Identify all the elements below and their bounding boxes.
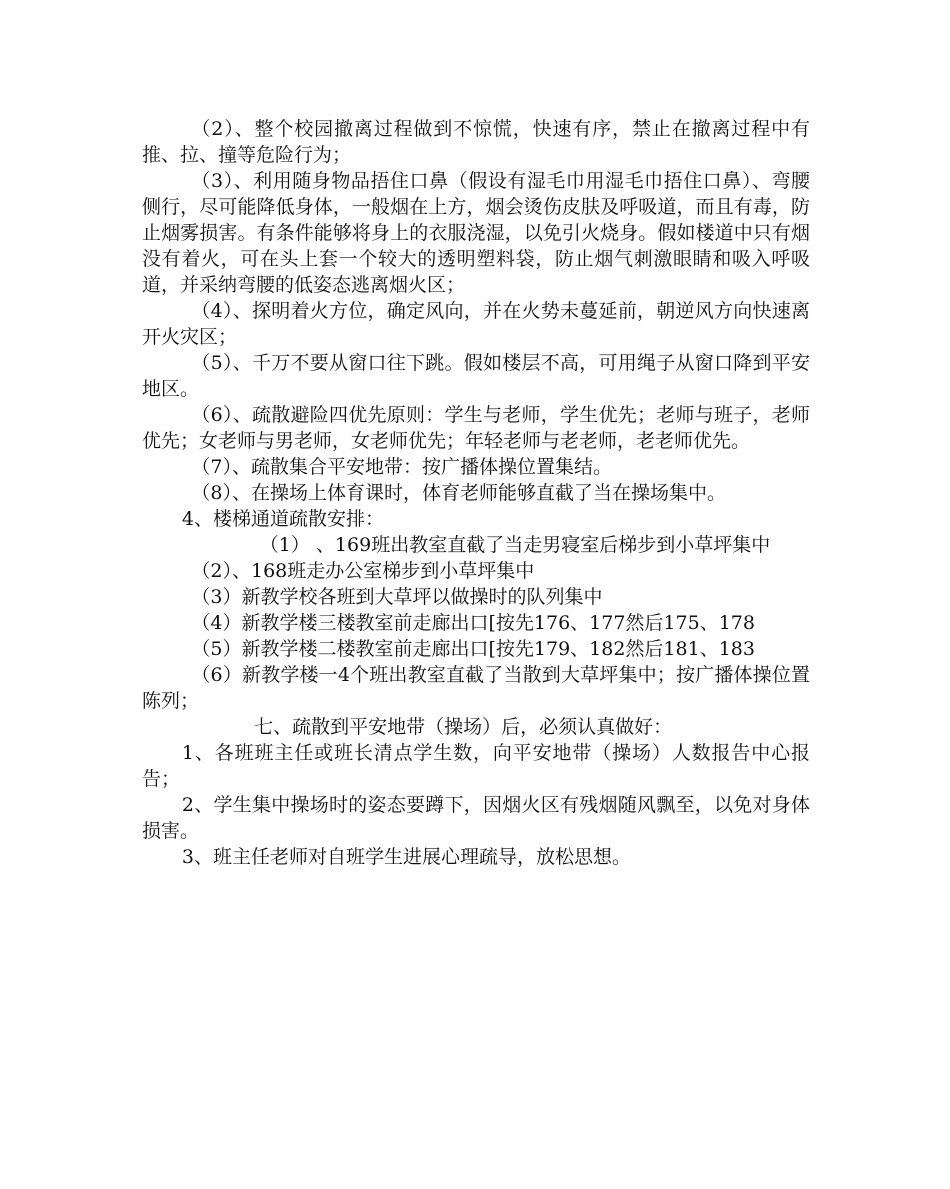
paragraph-3: （3）、利用随身物品捂住口鼻（假设有湿毛巾用湿毛巾捂住口鼻）、弯腰侧行，尽可能降低身体，一般烟在上方，烟会烫伤皮肤及呼吸道，而且有毒，防止烟雾损害。有条件能够将身上的衣服浇湿，以免引火烧身。假如楼道中只有烟没有着火，可在头上套一个较大的透明塑料袋，防止烟气刺激眼睛和吸入呼吸道，并采纳弯腰的低姿态逃离烟火区；: [142, 170, 810, 296]
stairway-item-6: （6）新教学楼一4个班出教室直截了当散到大草坪集中；按广播体操位置陈列；: [142, 664, 810, 712]
stairway-item-5: （5）新教学楼二楼教室前走廊出口[按先179、182然后181、183: [191, 638, 755, 660]
paragraph-5: （5）、千万不要从窗口往下跳。假如楼层不高，可用绳子从窗口降到平安地区。: [142, 352, 810, 400]
after-evacuation-item-3: 3、班主任老师对自班学生进展心理疏导，放松思想。: [181, 846, 631, 868]
paragraph-7: （7）、疏散集合平安地带：按广播体操位置集结。: [191, 456, 612, 478]
stairway-item-2: （2）、168班走办公室梯步到小草坪集中: [191, 560, 535, 582]
stairway-item-4: （4）新教学楼三楼教室前走廊出口[按先176、177然后175、178: [191, 612, 755, 634]
stairway-heading: 4、楼梯通道疏散安排：: [181, 508, 384, 530]
document-body: [142, 116, 810, 870]
stairway-item-3: （3）新教学校各班到大草坪以做操时的队列集中: [191, 586, 603, 608]
paragraph-4: （4）、探明着火方位，确定风向，并在火势未蔓延前，朝逆风方向快速离开火灾区；: [142, 300, 810, 348]
paragraph-6: （6）、疏散避险四优先原则：学生与老师，学生优先；老师与班子，老师优先；女老师与男老师，女老师优先；年轻老师与老老师，老老师优先。: [142, 404, 810, 452]
section-7-heading: 七、疏散到平安地带（操场）后，必须认真做好：: [254, 716, 673, 738]
after-evacuation-item-1: 1、各班班主任或班长清点学生数，向平安地带（操场）人数报告中心报告；: [142, 742, 810, 790]
after-evacuation-item-2: 2、学生集中操场时的姿态要蹲下，因烟火区有残烟随风飘至，以免对身体损害。: [142, 794, 810, 842]
paragraph-8: （8）、在操场上体育课时，体育老师能够直截了当在操场集中。: [191, 482, 726, 504]
paragraph-2: （2）、整个校园撤离过程做到不惊慌，快速有序，禁止在撤离过程中有推、拉、撞等危险行为；: [142, 118, 810, 166]
stairway-item-1: （1） 、169班出教室直截了当走男寝室后梯步到小草坪集中: [259, 534, 771, 556]
